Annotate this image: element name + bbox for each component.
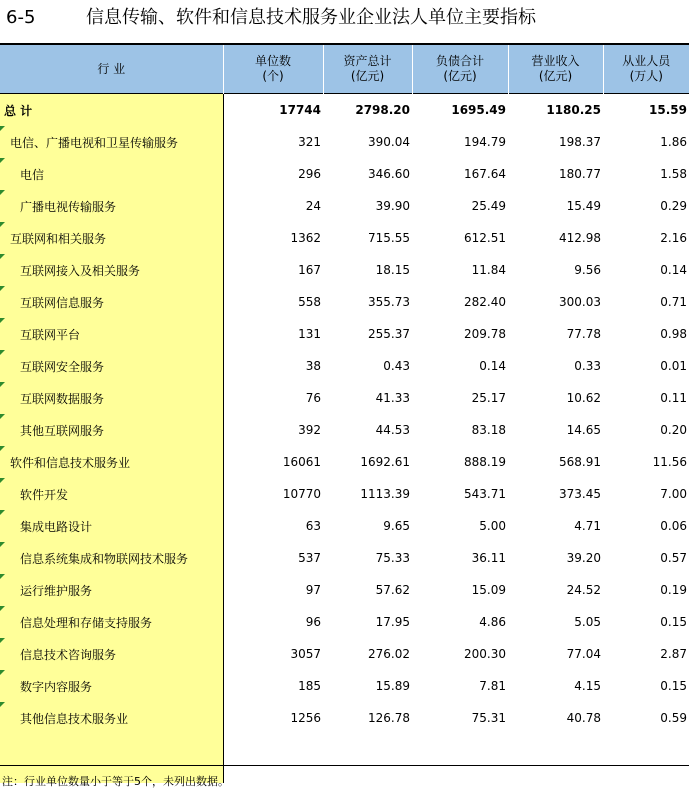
industry-name: 互联网平台: [20, 327, 81, 342]
employees-cell: 0.15: [660, 679, 687, 693]
industry-name: 其他信息技术服务业: [20, 711, 129, 726]
table-row: [0, 190, 689, 222]
units-cell: 1362: [290, 231, 321, 245]
units-cell: 76: [305, 391, 321, 405]
revenue-cell: 77.78: [566, 327, 601, 341]
comment-marker-icon: [0, 254, 5, 259]
liabilities-cell: 0.14: [479, 359, 506, 373]
assets-cell: 0.43: [383, 359, 410, 373]
revenue-cell: 40.78: [566, 711, 601, 725]
employees-cell: 0.59: [660, 711, 687, 725]
employees-cell: 0.19: [660, 583, 687, 597]
revenue-cell: 568.91: [559, 455, 601, 469]
units-cell: 97: [305, 583, 321, 597]
assets-cell: 18.15: [375, 263, 410, 277]
assets-cell: 346.60: [368, 167, 410, 181]
table-row: [0, 158, 689, 190]
units-cell: 38: [305, 359, 321, 373]
revenue-cell: 4.71: [574, 519, 601, 533]
table-row: [0, 638, 689, 670]
industry-name-cell: [0, 606, 223, 638]
units-cell: 1256: [290, 711, 321, 725]
units-cell: 185: [298, 679, 321, 693]
revenue-cell: 77.04: [566, 647, 601, 661]
industry-name: 广播电视传输服务: [20, 199, 117, 214]
employees-cell: 1.58: [660, 167, 687, 181]
comment-marker-icon: [0, 702, 5, 707]
liabilities-cell: 11.84: [471, 263, 506, 277]
footnote: 注：行业单位数量小于等于5个，未列出数据。: [2, 775, 229, 788]
table-row: [0, 318, 689, 350]
table-number: 6-5: [6, 7, 36, 28]
employees-cell: 0.11: [660, 391, 687, 405]
industry-name: 互联网数据服务: [20, 391, 105, 406]
industry-name-cell: [0, 382, 223, 414]
industry-name: 信息技术咨询服务: [20, 647, 117, 662]
industry-name-cell: [0, 286, 223, 318]
comment-marker-icon: [0, 542, 5, 547]
liabilities-cell: 83.18: [471, 423, 506, 437]
indicator-table: [0, 45, 689, 783]
table-header: [0, 45, 689, 94]
employees-cell: 1.86: [660, 135, 687, 149]
table-row: [0, 446, 689, 478]
industry-name-cell: [0, 446, 223, 478]
comment-marker-icon: [0, 414, 5, 419]
table-row: [0, 542, 689, 574]
assets-cell: 715.55: [368, 231, 410, 245]
industry-name: 互联网和相关服务: [10, 231, 107, 246]
employees-cell: 0.15: [660, 615, 687, 629]
industry-name: 其他互联网服务: [20, 423, 105, 438]
header-assets: 资产总计 (亿元): [323, 45, 412, 94]
units-cell: 17744: [279, 103, 321, 117]
units-cell: 392: [298, 423, 321, 437]
liabilities-cell: 7.81: [479, 679, 506, 693]
header-units: 单位数 (个): [223, 45, 323, 94]
table-row: [0, 222, 689, 254]
revenue-cell: 180.77: [559, 167, 601, 181]
liabilities-cell: 888.19: [464, 455, 506, 469]
industry-name: 总 计: [4, 103, 33, 118]
industry-name-cell: [0, 510, 223, 542]
comment-marker-icon: [0, 350, 5, 355]
table-title: [6, 4, 536, 32]
liabilities-cell: 194.79: [464, 135, 506, 149]
liabilities-cell: 36.11: [471, 551, 506, 565]
comment-marker-icon: [0, 318, 5, 323]
total-row: [0, 94, 689, 126]
table-row: [0, 382, 689, 414]
liabilities-cell: 25.17: [471, 391, 506, 405]
table-row: [0, 350, 689, 382]
assets-cell: 1113.39: [360, 487, 410, 501]
assets-cell: 276.02: [368, 647, 410, 661]
industry-name-cell: [0, 574, 223, 606]
liabilities-cell: 25.49: [471, 199, 506, 213]
assets-cell: 17.95: [375, 615, 410, 629]
units-cell: 63: [305, 519, 321, 533]
assets-cell: 255.37: [368, 327, 410, 341]
assets-cell: 390.04: [368, 135, 410, 149]
units-cell: 296: [298, 167, 321, 181]
table-row: [0, 254, 689, 286]
header-liabilities: 负债合计 (亿元): [412, 45, 508, 94]
industry-name: 运行维护服务: [20, 583, 93, 598]
employees-cell: 0.29: [660, 199, 687, 213]
employees-cell: 15.59: [649, 103, 687, 117]
assets-cell: 2798.20: [355, 103, 410, 117]
employees-cell: 0.20: [660, 423, 687, 437]
comment-marker-icon: [0, 222, 5, 227]
assets-cell: 9.65: [383, 519, 410, 533]
liabilities-cell: 209.78: [464, 327, 506, 341]
units-cell: 321: [298, 135, 321, 149]
industry-name: 互联网信息服务: [20, 295, 105, 310]
comment-marker-icon: [0, 382, 5, 387]
comment-marker-icon: [0, 158, 5, 163]
assets-cell: 75.33: [375, 551, 410, 565]
units-cell: 3057: [290, 647, 321, 661]
revenue-cell: 1180.25: [546, 103, 601, 117]
header-industry: 行 业: [0, 45, 223, 94]
assets-cell: 15.89: [375, 679, 410, 693]
industry-name-cell: [0, 702, 223, 734]
table-row: [0, 414, 689, 446]
industry-name: 信息处理和存储支持服务: [20, 615, 153, 630]
assets-cell: 126.78: [368, 711, 410, 725]
liabilities-cell: 200.30: [464, 647, 506, 661]
table-row: [0, 478, 689, 510]
comment-marker-icon: [0, 126, 5, 131]
employees-cell: 0.14: [660, 263, 687, 277]
revenue-cell: 4.15: [574, 679, 601, 693]
comment-marker-icon: [0, 574, 5, 579]
liabilities-cell: 5.00: [479, 519, 506, 533]
table-row: [0, 574, 689, 606]
comment-marker-icon: [0, 606, 5, 611]
table-row: [0, 286, 689, 318]
employees-cell: 0.98: [660, 327, 687, 341]
industry-name: 电信、广播电视和卫星传输服务: [10, 135, 179, 150]
table-row: [0, 606, 689, 638]
industry-name-cell: [0, 222, 223, 254]
industry-name: 数字内容服务: [20, 679, 93, 694]
industry-name: 信息系统集成和物联网技术服务: [20, 551, 189, 566]
industry-name: 软件和信息技术服务业: [10, 455, 131, 470]
industry-name-cell: [0, 670, 223, 702]
units-cell: 537: [298, 551, 321, 565]
liabilities-cell: 167.64: [464, 167, 506, 181]
comment-marker-icon: [0, 670, 5, 675]
header-employees: 从业人员 (万人): [603, 45, 689, 94]
employees-cell: 2.87: [660, 647, 687, 661]
table-row: [0, 702, 689, 734]
table-title-text: 信息传输、软件和信息技术服务业企业法人单位主要指标: [86, 7, 536, 28]
assets-cell: 355.73: [368, 295, 410, 309]
industry-name: 集成电路设计: [20, 519, 93, 534]
units-cell: 131: [298, 327, 321, 341]
liabilities-cell: 1695.49: [451, 103, 506, 117]
bottom-rule: [0, 765, 689, 766]
units-cell: 24: [305, 199, 321, 213]
comment-marker-icon: [0, 478, 5, 483]
units-cell: 10770: [282, 487, 321, 501]
units-cell: 96: [305, 615, 321, 629]
revenue-cell: 24.52: [566, 583, 601, 597]
industry-name-cell: [0, 158, 223, 190]
industry-name-cell: [0, 542, 223, 574]
comment-marker-icon: [0, 286, 5, 291]
industry-name-cell: [0, 254, 223, 286]
industry-name-cell: [0, 190, 223, 222]
revenue-cell: 412.98: [559, 231, 601, 245]
comment-marker-icon: [0, 446, 5, 451]
liabilities-cell: 4.86: [479, 615, 506, 629]
revenue-cell: 9.56: [574, 263, 601, 277]
industry-name-cell: [0, 318, 223, 350]
revenue-cell: 0.33: [574, 359, 601, 373]
table-row: [0, 126, 689, 158]
table-row: [0, 510, 689, 542]
revenue-cell: 5.05: [574, 615, 601, 629]
industry-name: 软件开发: [20, 487, 69, 502]
comment-marker-icon: [0, 638, 5, 643]
liabilities-cell: 612.51: [464, 231, 506, 245]
revenue-cell: 10.62: [566, 391, 601, 405]
industry-name-cell: [0, 94, 223, 126]
header-revenue: 营业收入 (亿元): [508, 45, 603, 94]
units-cell: 16061: [282, 455, 321, 469]
liabilities-cell: 282.40: [464, 295, 506, 309]
industry-name-cell: [0, 126, 223, 158]
industry-name-cell: [0, 350, 223, 382]
employees-cell: 7.00: [660, 487, 687, 501]
industry-name-cell: [0, 638, 223, 670]
revenue-cell: 14.65: [566, 423, 601, 437]
employees-cell: 11.56: [652, 455, 687, 469]
revenue-cell: 373.45: [559, 487, 601, 501]
units-cell: 558: [298, 295, 321, 309]
table-body: [0, 94, 689, 734]
comment-marker-icon: [0, 190, 5, 195]
industry-name: 互联网接入及相关服务: [20, 263, 141, 278]
employees-cell: 2.16: [660, 231, 687, 245]
industry-name-cell: [0, 478, 223, 510]
industry-name: 互联网安全服务: [20, 359, 105, 374]
units-cell: 167: [298, 263, 321, 277]
comment-marker-icon: [0, 510, 5, 515]
employees-cell: 0.01: [660, 359, 687, 373]
employees-cell: 0.06: [660, 519, 687, 533]
revenue-cell: 198.37: [559, 135, 601, 149]
revenue-cell: 15.49: [566, 199, 601, 213]
revenue-cell: 300.03: [559, 295, 601, 309]
assets-cell: 44.53: [375, 423, 410, 437]
revenue-cell: 39.20: [566, 551, 601, 565]
industry-name-cell: [0, 414, 223, 446]
assets-cell: 57.62: [375, 583, 410, 597]
table-row: [0, 670, 689, 702]
liabilities-cell: 15.09: [471, 583, 506, 597]
assets-cell: 41.33: [375, 391, 410, 405]
liabilities-cell: 75.31: [471, 711, 506, 725]
industry-name: 电信: [20, 167, 45, 182]
assets-cell: 1692.61: [360, 455, 410, 469]
employees-cell: 0.71: [660, 295, 687, 309]
assets-cell: 39.90: [375, 199, 410, 213]
employees-cell: 0.57: [660, 551, 687, 565]
liabilities-cell: 543.71: [464, 487, 506, 501]
